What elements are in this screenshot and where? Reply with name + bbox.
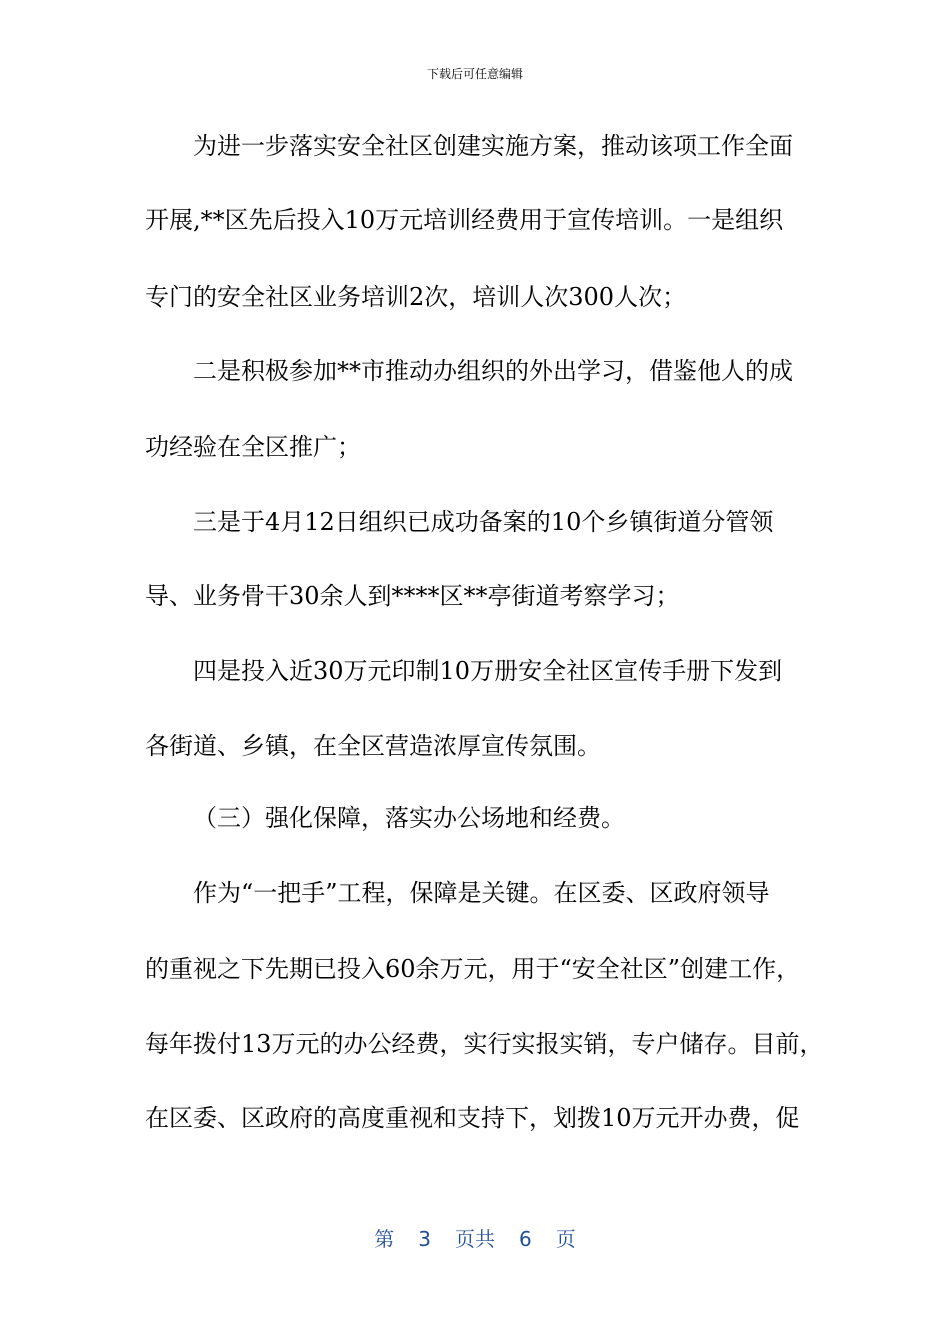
footer-di: 第 (374, 1227, 395, 1251)
section-heading: （三）强化保障，落实办公场地和经费。 (193, 804, 625, 832)
text-line: 开展,**区先后投入10万元培训经费用于宣传培训。一是组织 (145, 206, 784, 234)
text-line: 功经验在全区推广； (145, 433, 361, 461)
footer-current-page: 3 (418, 1227, 431, 1251)
text-line: 的重视之下先期已投入60余万元，用于“安全社区”创建工作， (145, 955, 801, 983)
text-line: 每年拨付13万元的办公经费，实行实报实销，专户储存。目前， (145, 1030, 824, 1058)
text-line: 二是积极参加**市推动办组织的外出学习，借鉴他人的成 (193, 357, 793, 385)
footer-ye: 页 (555, 1227, 576, 1251)
text-line: 三是于4月12日组织已成功备案的10个乡镇街道分管领 (193, 508, 774, 536)
footer-ye-gong: 页共 (455, 1227, 495, 1251)
text-line: 导、业务骨干30余人到****区**亭街道考察学习； (145, 582, 680, 610)
footer-total-pages: 6 (519, 1227, 532, 1251)
text-line: 作为“一把手”工程，保障是关键。在区委、区政府领导 (193, 879, 770, 907)
text-line: 各街道、乡镇，在全区营造浓厚宣传氛围。 (145, 732, 601, 760)
text-line: 为进一步落实安全社区创建实施方案，推动该项工作全面 (193, 132, 793, 160)
page-header-note: 下载后可任意编辑 (426, 67, 523, 81)
page-number-footer (0, 1226, 950, 1252)
text-line: 在区委、区政府的高度重视和支持下，划拨10万元开办费，促 (145, 1104, 800, 1132)
text-line: 四是投入近30万元印制10万册安全社区宣传手册下发到 (193, 657, 783, 685)
text-line: 专门的安全社区业务培训2次，培训人次300人次； (145, 283, 687, 311)
